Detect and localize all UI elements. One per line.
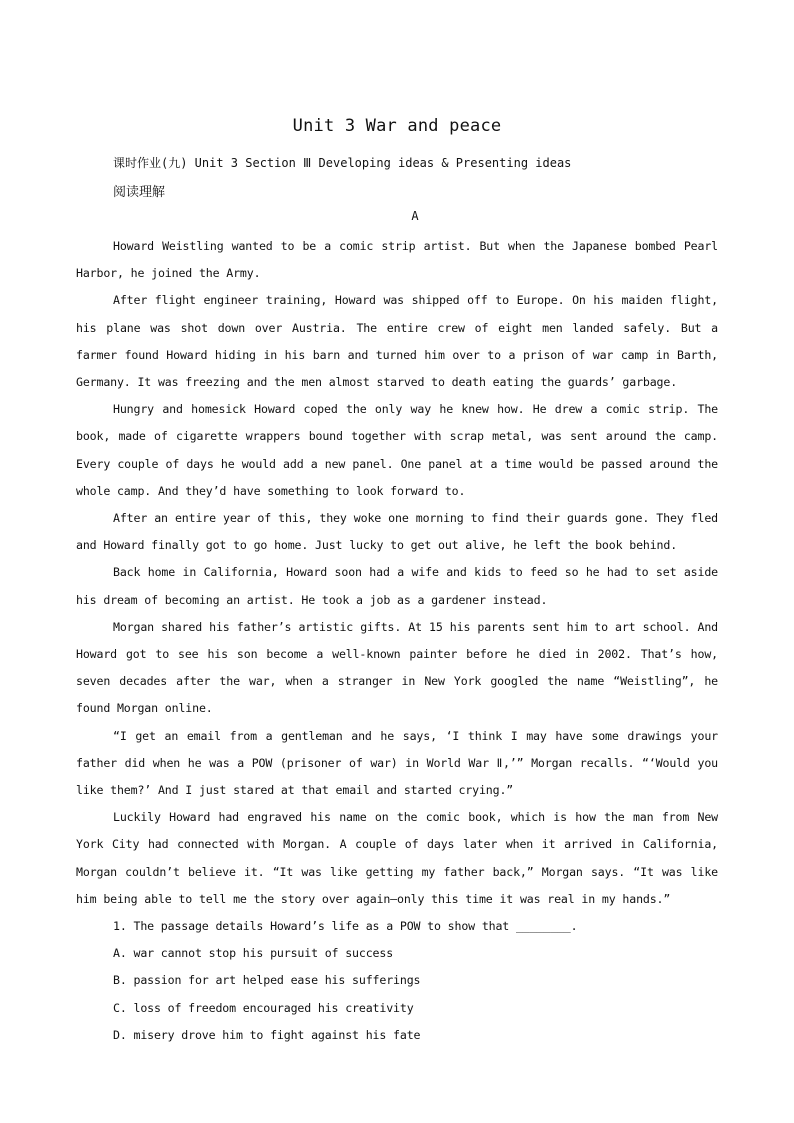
passage-letter: A: [411, 209, 419, 223]
section-label: 阅读理解: [113, 185, 166, 200]
page-title: Unit 3 War and peace: [292, 116, 502, 136]
option-a: A. war cannot stop his pursuit of success: [113, 946, 394, 961]
paragraph-2: After flight engineer training, Howard was shipped off to Europe. On his maiden flight, his plane was shot down over Austria. The entire crew of eight men landed safely. But a farmer found Howard hiding in his barn and turned him over to a prison of war camp in Barth, Germany. It was freezing and the men almost starved to death eating the guards’ garbage.: [76, 293, 718, 390]
passage-body: [76, 233, 718, 1049]
paragraph-4: After an entire year of this, they woke one morning to find their guards gone. They fled and Howard finally got to go home. Just lucky to get out alive, he left the book behind.: [76, 511, 718, 553]
paragraph-3: Hungry and homesick Howard coped the only way he knew how. He drew a comic strip. The book, made of cigarette wrappers bound together with scrap metal, was sent around the camp. Every couple of days he would add a new panel. One panel at a time would be passed around the whole camp. And they’d have something to look forward to.: [76, 402, 718, 498]
option-d: D. misery drove him to fight against his fate: [113, 1027, 421, 1042]
paragraph-6: Morgan shared his father’s artistic gifts. At 15 his parents sent him to art school. And Howard got to see his son become a well-known painter before he died in 2002. That’s how, seven decades after the war, when a stranger in New York googled the name “Weistling”, he found Morgan online.: [76, 619, 718, 716]
paragraph-8: Luckily Howard had engraved his name on the comic book, which is how the man from New York City had connected with Morgan. A couple of days later when it arrived in California, Morgan couldn’t believe it. “It was like getting my father back,” Morgan says. “It was like him being able to tell me the story over again—only this time it was real in my hands.”: [76, 810, 718, 906]
paragraph-1: Howard Weistling wanted to be a comic strip artist. But when the Japanese bombed Pearl Harbor, he joined the Army.: [76, 239, 718, 281]
paragraph-7: “I get an email from a gentleman and he says, ‘I think I may have some drawings your father did when he was a POW (prisoner of war) in World War Ⅱ,’” Morgan recalls. “‘Would you like them?’ And I just stared at that email and started crying.”: [76, 728, 718, 798]
option-c: C. loss of freedom encouraged his creativity: [113, 1000, 414, 1015]
assignment-subtitle: 课时作业(九) Unit 3 Section Ⅲ Developing ideas & Presenting ideas: [113, 156, 572, 170]
option-b: B. passion for art helped ease his sufferings: [113, 973, 421, 988]
question-stem: 1. The passage details Howard’s life as a POW to show that ________.: [113, 919, 578, 934]
paragraph-5: Back home in California, Howard soon had a wife and kids to feed so he had to set aside his dream of becoming an artist. He took a job as a gardener instead.: [76, 565, 718, 607]
